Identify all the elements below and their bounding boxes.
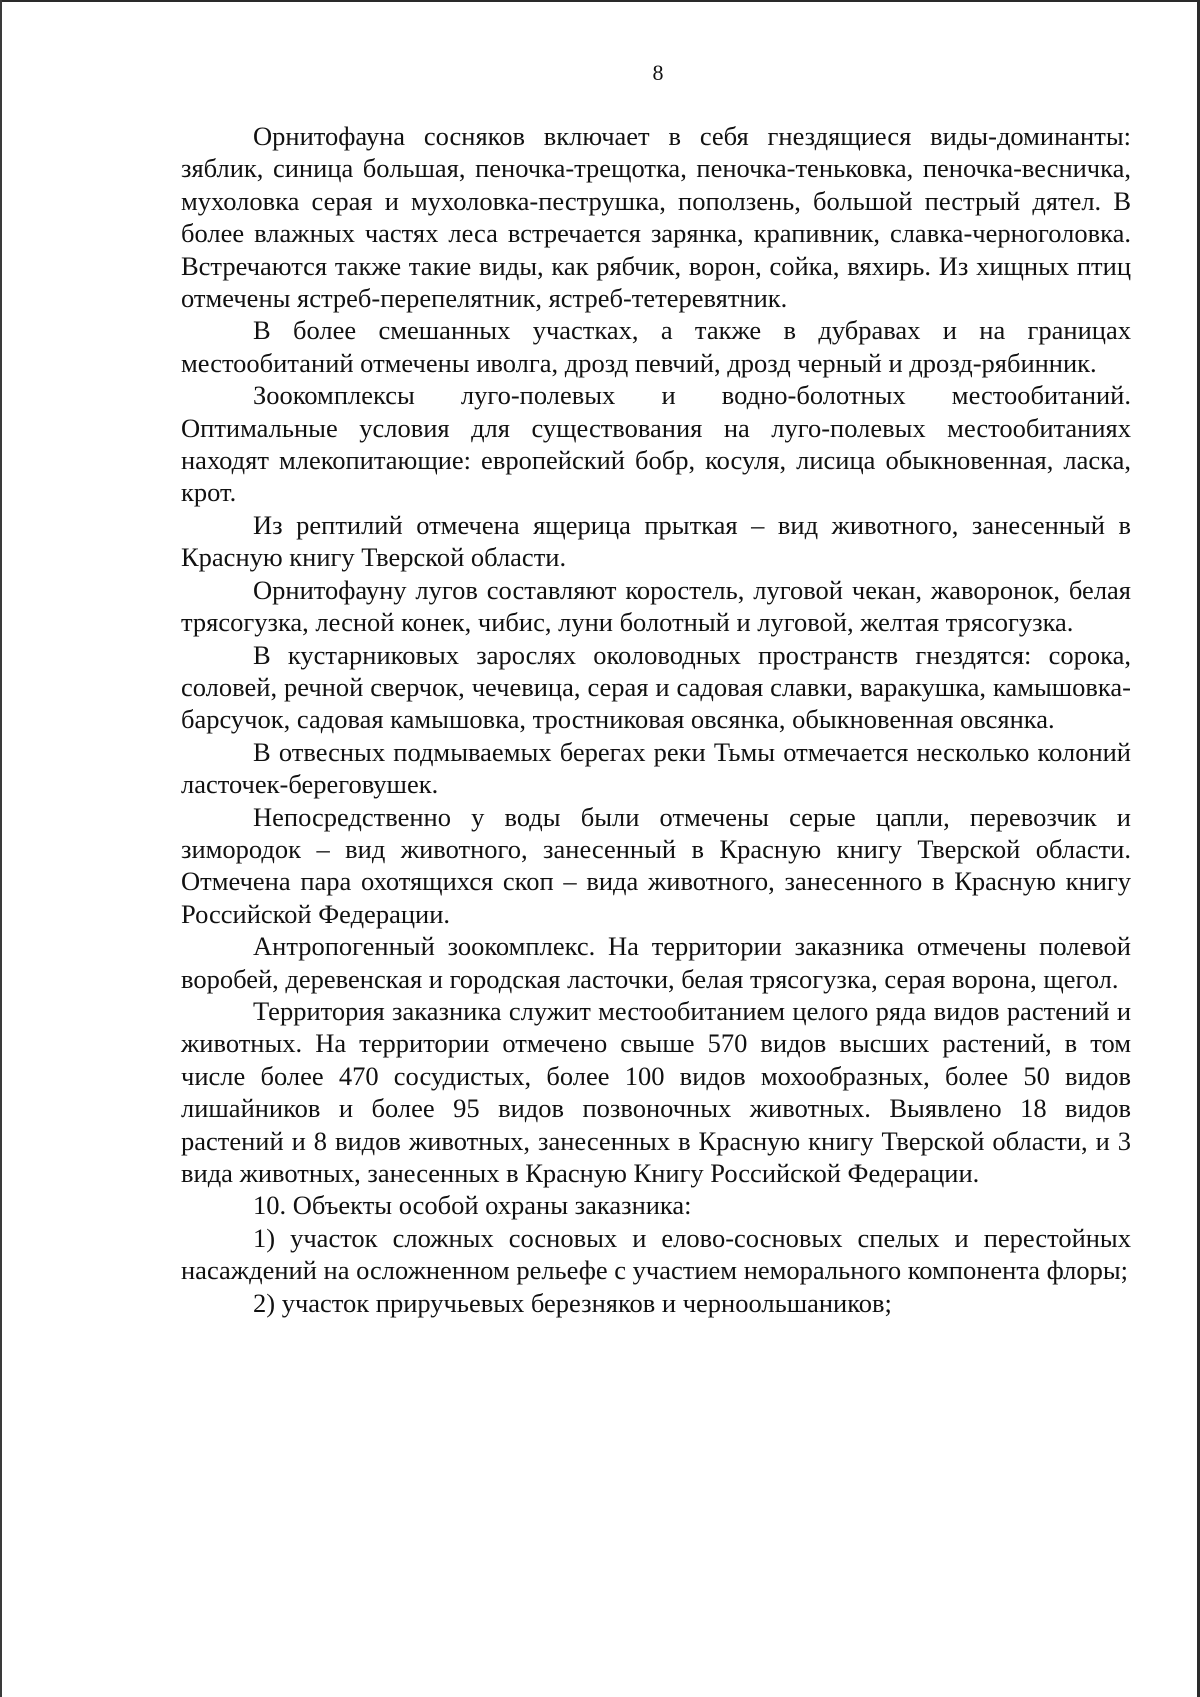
paragraph: В более смешанных участках, а также в дубравах и на границах местообитаний отмечены иволга, дрозд певчий, дрозд черный и дрозд-рябинник.	[181, 315, 1131, 378]
document-body	[181, 120, 1131, 1319]
paragraph: Орнитофауна сосняков включает в себя гнездящиеся виды-доминанты: зяблик, синица большая, пеночка-трещотка, пеночка-теньковка, пеночка-весничка, мухоловка серая и мухоловка-пеструшка, поползень, большой пестрый дятел. В более влажных частях леса встречается зарянка, крапивник, славка-черноголовка. Встречаются также такие виды, как рябчик, ворон, сойка, вяхирь. Из хищных птиц отмечены ястреб-перепелятник, ястреб-тетеревятник.	[181, 121, 1131, 314]
section-heading: 10. Объекты особой охраны заказника:	[253, 1190, 692, 1221]
scan-edge-top	[0, 0, 1200, 2]
paragraph: Антропогенный зоокомплекс. На территории заказника отмечены полевой воробей, деревенская и городская ласточки, белая трясогузка, серая ворона, щегол.	[181, 931, 1131, 994]
paragraph: Зоокомплексы луго-полевых и водно-болотных местообитаний. Оптимальные условия для существования на луго-полевых местообитаниях находят млекопитающие: европейский бобр, косуля, лисица обыкновенная, ласка, крот.	[181, 380, 1131, 508]
paragraph: Непосредственно у воды были отмечены серые цапли, перевозчик и зимородок – вид животного, занесенный в Красную книгу Тверской области. Отмечена пара охотящихся скоп – вида животного, занесенного в Красную книгу Российской Федерации.	[181, 801, 1131, 929]
paragraph: В отвесных подмываемых берегах реки Тьмы отмечается несколько колоний ласточек-береговушек.	[181, 736, 1131, 800]
scan-edge-left	[0, 0, 2, 1697]
paragraph: В кустарниковых зарослях околоводных пространств гнездятся: сорока, соловей, речной сверчок, чечевица, серая и садовая славки, варакушка, камышовка-барсучок, садовая камышовка, тростниковая овсянка, обыкновенная овсянка.	[181, 639, 1131, 735]
paragraph: Орнитофауну лугов составляют коростель, луговой чекан, жаворонок, белая трясогузка, лесной конек, чибис, луни болотный и луговой, желтая трясогузка.	[181, 574, 1131, 638]
paragraph: Территория заказника служит местообитанием целого ряда видов растений и животных. На территории отмечено свыше 570 видов высших растений, в том числе более 470 сосудистых, более 100 видов мохообразных, более 50 видов лишайников и более 95 видов позвоночных животных. Выявлено 18 видов растений и 8 видов животных, занесенных в Красную книгу Тверской области, и 3 вида животных, занесенных в Красную Книгу Российской Федерации.	[181, 995, 1131, 1188]
list-item: 1) участок сложных сосновых и елово-сосновых спелых и перестойных насаждений на осложненном рельефе с участием неморального компонента флоры;	[181, 1222, 1131, 1286]
paragraph: Из рептилий отмечена ящерица прыткая – вид животного, занесенный в Красную книгу Тверской области.	[181, 509, 1131, 573]
page-number: 8	[652, 60, 664, 85]
list-item: 2) участок приручьевых березняков и черноольшаников;	[253, 1287, 892, 1318]
